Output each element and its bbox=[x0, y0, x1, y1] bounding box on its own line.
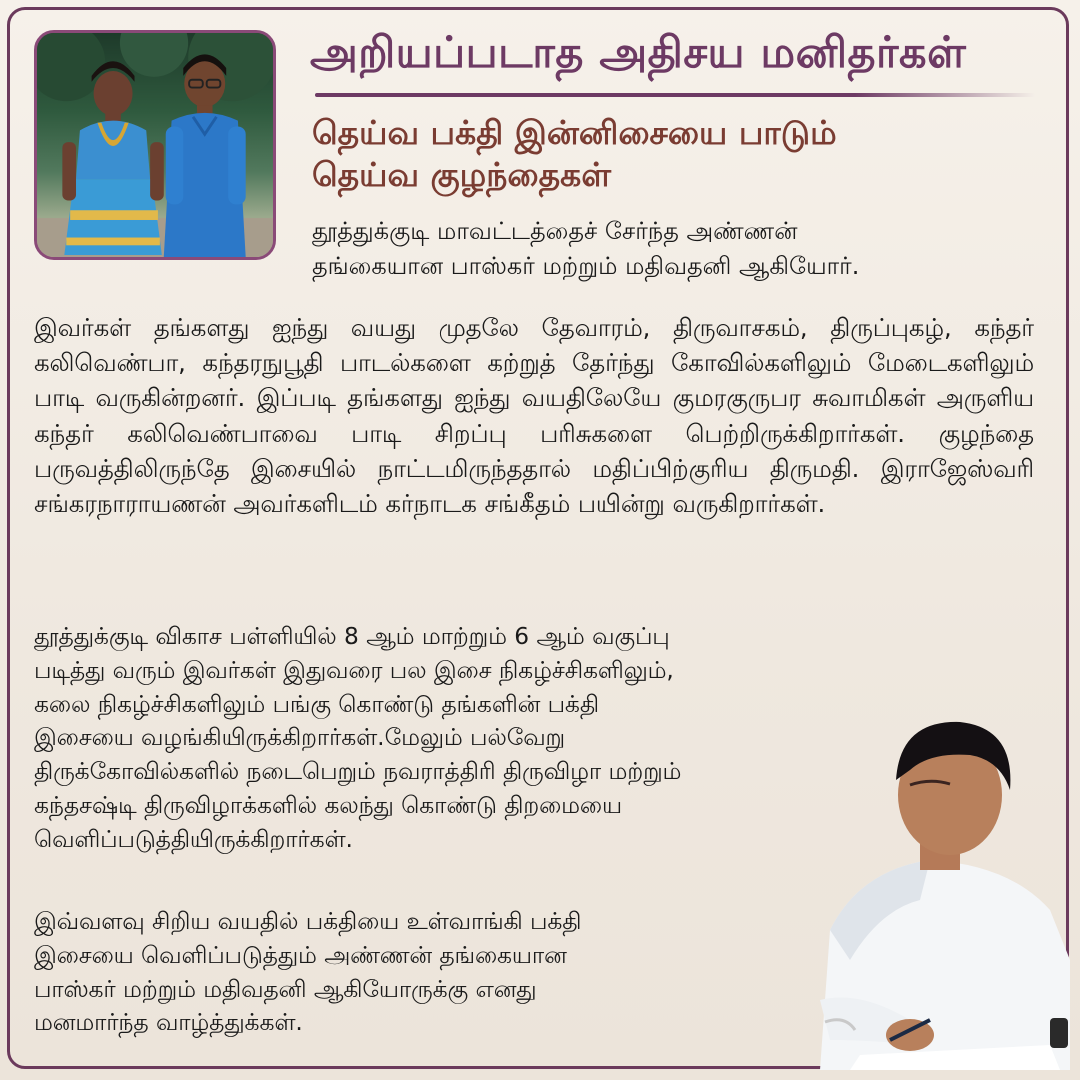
paragraph-2 bbox=[34, 620, 914, 856]
paragraph-line: படித்து வரும் இவர்கள் இதுவரை பல இசை நிகழ்ச்சிகளிலும், bbox=[34, 656, 674, 684]
paragraph-line: பாஸ்கர் மற்றும் மதிவதனி ஆகியோருக்கு எனது bbox=[34, 975, 537, 1003]
page-title: அறியப்படாத அதிசய மனிதர்கள் bbox=[310, 28, 967, 78]
paragraph-line: இவ்வளவு சிறிய வயதில் பக்தியை உள்வாங்கி பக்தி bbox=[34, 908, 582, 935]
signing-man-photo bbox=[800, 700, 1070, 1070]
paragraph-line: கலை நிகழ்ச்சிகளிலும் பங்கு கொண்டு தங்களின் பக்தி bbox=[34, 690, 599, 718]
intro-line: தூத்துக்குடி மாவட்டத்தைச் சேர்ந்த அண்ணன் bbox=[312, 217, 798, 245]
paragraph-1: இவர்கள் தங்களது ஐந்து வயது முதலே தேவாரம், திருவாசகம், திருப்புகழ், கந்தர் கலிவெண்பா, கந்தரநுபூதி பாடல்களை கற்றுத் தேர்ந்து கோவில்களிலும் மேடைகளிலும் பாடி வருகின்றனர். இப்படி தங்களது ஐந்து வயதிலேயே குமரகுருபர சுவாமிகள் அருளிய கந்தர் கலிவெண்பாவை பாடி சிறப்பு பரிசுகளை பெற்றிருக்கிறார்கள். குழந்தை பருவத்திலிருந்தே இசையில் நாட்டமிருந்ததால் மதிப்பிற்குரிய திருமதி. இராஜேஸ்வரி சங்கரநாராயணன் அவர்களிடம் கர்நாடக சங்கீதம் பயின்று வருகிறார்கள். bbox=[34, 313, 1034, 519]
paragraph-line: இசையை வழங்கியிருக்கிறார்கள்.மேலும் பல்வேறு bbox=[34, 724, 566, 752]
paragraph-line: மனமார்ந்த வாழ்த்துக்கள். bbox=[34, 1009, 303, 1037]
intro-text bbox=[312, 214, 1052, 284]
intro-line: தங்கையான பாஸ்கர் மற்றும் மதிவதனி ஆகியோர். bbox=[312, 251, 860, 280]
subtitle-line: தெய்வ குழந்தைகள் bbox=[312, 155, 612, 195]
paragraph-line: வெளிப்படுத்தியிருக்கிறார்கள். bbox=[34, 825, 353, 853]
paragraph-3 bbox=[34, 905, 814, 1040]
subtitle-line: தெய்வ பக்தி இன்னிசையை பாடும் bbox=[312, 113, 837, 152]
paragraph-line: தூத்துக்குடி விகாச பள்ளியில் 8 ஆம் மாற்றும் 6 ஆம் வகுப்பு bbox=[34, 623, 670, 650]
paragraph-line: இசையை வெளிப்படுத்தும் அண்ணன் தங்கையான bbox=[34, 941, 567, 969]
children-photo bbox=[34, 30, 276, 260]
subtitle bbox=[312, 112, 1032, 196]
paragraph-line: கந்தசஷ்டி திருவிழாக்களில் கலந்து கொண்டு திறமையை bbox=[34, 791, 622, 819]
title-underline bbox=[315, 93, 1035, 97]
paragraph-line: திருக்கோவில்களில் நடைபெறும் நவராத்திரி திருவிழா மற்றும் bbox=[34, 758, 682, 786]
